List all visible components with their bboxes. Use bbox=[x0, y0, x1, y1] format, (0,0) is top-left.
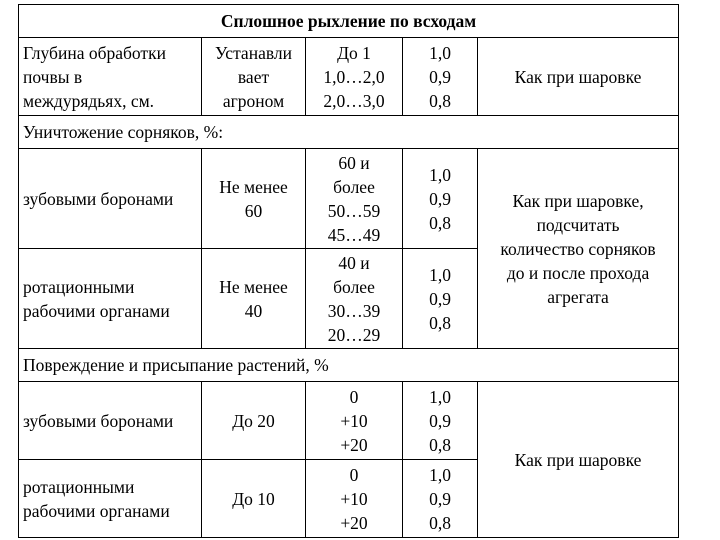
depth-ranges: До 1 1,0…2,0 2,0…3,0 bbox=[306, 38, 403, 116]
depth-coefficients: 1,0 0,9 0,8 bbox=[403, 38, 478, 116]
quality-table bbox=[18, 4, 679, 538]
damage-rotary-label: ротационными рабочими органами bbox=[19, 460, 202, 538]
depth-norm: Устанавли вает агроном bbox=[202, 38, 306, 116]
weeds-harrows-ranges: 60 и более 50…59 45…49 bbox=[306, 149, 403, 249]
table-title: Сплошное рыхление по всходам bbox=[19, 5, 679, 38]
depth-label: Глубина обработки почвы в междурядьях, см. bbox=[19, 38, 202, 116]
weeds-rotary-coefficients: 1,0 0,9 0,8 bbox=[403, 249, 478, 349]
damage-rotary-norm: До 10 bbox=[202, 460, 306, 538]
damage-header-row bbox=[19, 349, 679, 382]
weeds-harrows-row bbox=[19, 149, 679, 249]
damage-harrows-row bbox=[19, 382, 679, 460]
damage-method: Как при шаровке bbox=[478, 382, 679, 538]
weeds-header: Уничтожение сорняков, %: bbox=[19, 116, 679, 149]
damage-harrows-coefficients: 1,0 0,9 0,8 bbox=[403, 382, 478, 460]
title-row bbox=[19, 5, 679, 38]
damage-harrows-norm: До 20 bbox=[202, 382, 306, 460]
damage-rotary-ranges: 0 +10 +20 bbox=[306, 460, 403, 538]
damage-header: Повреждение и присыпание растений, % bbox=[19, 349, 679, 382]
weeds-rotary-ranges: 40 и более 30…39 20…29 bbox=[306, 249, 403, 349]
damage-harrows-label: зубовыми боронами bbox=[19, 382, 202, 460]
weeds-header-row bbox=[19, 116, 679, 149]
damage-harrows-ranges: 0 +10 +20 bbox=[306, 382, 403, 460]
depth-method: Как при шаровке bbox=[478, 38, 679, 116]
damage-rotary-coefficients: 1,0 0,9 0,8 bbox=[403, 460, 478, 538]
weeds-rotary-norm: Не менее 40 bbox=[202, 249, 306, 349]
weeds-method: Как при шаровке, подсчитать количество сорняков до и после прохода агрегата bbox=[478, 149, 679, 349]
weeds-harrows-label: зубовыми боронами bbox=[19, 149, 202, 249]
weeds-rotary-label: ротационными рабочими органами bbox=[19, 249, 202, 349]
weeds-harrows-coefficients: 1,0 0,9 0,8 bbox=[403, 149, 478, 249]
weeds-harrows-norm: Не менее 60 bbox=[202, 149, 306, 249]
depth-row bbox=[19, 38, 679, 116]
